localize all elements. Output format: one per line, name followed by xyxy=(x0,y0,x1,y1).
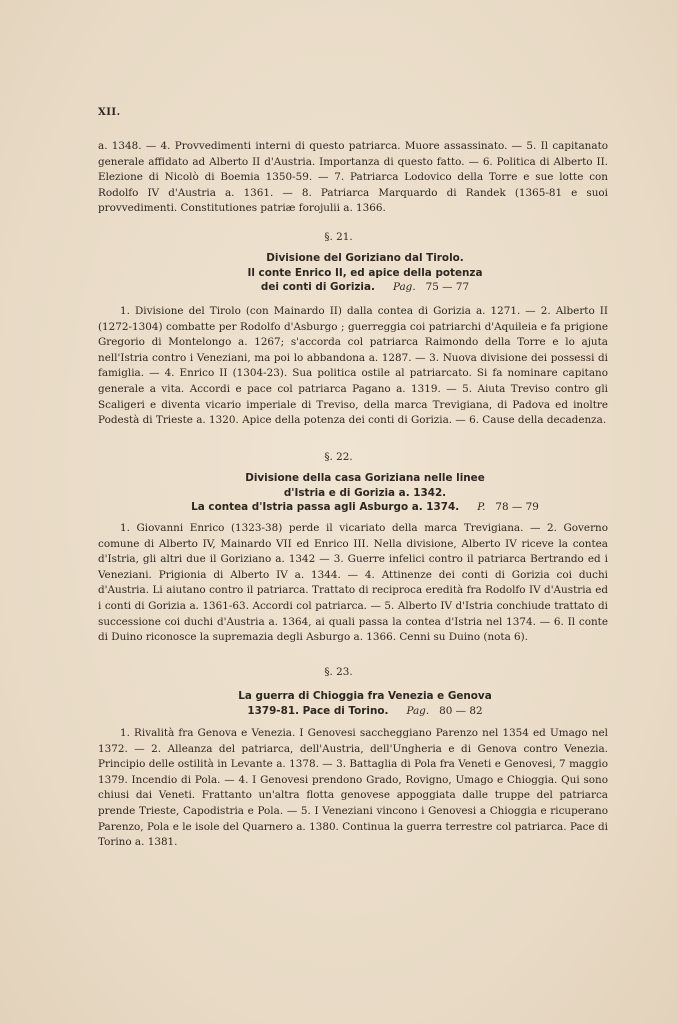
section-22-heading-line-1: Divisione della casa Goriziana nelle linee xyxy=(245,472,485,484)
section-22-heading-line-3: La contea d'Istria passa agli Asburgo a. 1374. xyxy=(191,501,460,513)
section-21-number: §. 21. xyxy=(324,231,353,243)
section-22-heading xyxy=(150,471,580,515)
page-folio: XII. xyxy=(98,107,121,118)
section-22-heading-line-3-wrap xyxy=(150,500,580,515)
section-23-heading xyxy=(150,689,580,718)
section-22-pages: 78 — 79 xyxy=(495,501,539,513)
section-21-heading-line-1: Divisione del Goriziano dal Tirolo. xyxy=(266,252,464,264)
section-21-heading-line-3-wrap xyxy=(150,280,580,295)
section-22-pag-label: P. xyxy=(477,501,486,513)
section-21-heading-line-2: Il conte Enrico II, ed apice della potenza xyxy=(247,266,483,279)
section-23-body: 1. Rivalità fra Genova e Venezia. I Genovesi saccheggiano Parenzo nel 1354 ed Umago nel 1372. — 2. Alleanza del patriarca, dell'Austria, dell'Ungheria e di Genova contro Venezia. Principio delle ostilità in Levante a. 1378. — 3. Battaglia di Pola fra Veneti e Genovesi, 7 maggio 1379. Incendio di Pola. — 4. I Genovesi prendono Grado, Rovigno, Umago e Chioggia. Qui sono chiusi dai Veneti. Frattanto un'altra flotta genovese appoggiata dalle truppe del patriarca prende Trieste, Capodistria e Pola. — 5. I Veneziani vincono i Genovesi a Chioggia e ricuperano Parenzo, Pola e le isole del Quarnero a. 1380. Continua la guerra terrestre col patriarca. Pace di Torino a. 1381. xyxy=(98,727,608,849)
section-22-body: 1. Giovanni Enrico (1323-38) perde il vicariato della marca Trevigiana. — 2. Governo comune di Alberto IV, Mainardo VII ed Enrico III. Nella divisione, Alberto IV riceve la contea d'Istria, gli altri due il Goriziano a. 1342 — 3. Guerre infelici contro il patriarca Bertrando ed i Veneziani. Prigionia di Alberto IV a. 1344. — 4. Attinenze dei conti di Gorizia coi duchi d'Austria. Li aiutano contro il patriarca. Trattato di reciproca eredità fra Rodolfo IV d'Austria ed i conti di Gorizia a. 1361-63. Accordi col patriarca. — 5. Alberto IV d'Istria conchiude trattato di successione coi duchi d'Austria a. 1364, ai quali passa la contea d'Istria nel 1374. — 6. Il conte di Duino riconosce la supremazia degli Asburgo a. 1366. Cenni su Duino (nota 6). xyxy=(98,522,608,644)
section-23-pages: 80 — 82 xyxy=(439,704,483,717)
section-23-heading-line-1: La guerra di Chioggia fra Venezia e Genova xyxy=(238,690,492,702)
section-21-heading xyxy=(150,251,580,295)
section-21-pag-label: Pag. xyxy=(392,281,416,293)
section-21-body: 1. Divisione del Tirolo (con Mainardo II) dalla contea di Gorizia a. 1271. — 2. Alberto II (1272-1304) combatte per Rodolfo d'Asburgo ; guerreggia coi patriarchi d'Aquileia e fa prigione Gregorio di Montelongo a. 1267; s'accorda col patriarca Raimondo della Torre e lo ajuta nell'Istria contro i Veneziani, ma poi lo abbandona a. 1287. — 3. Nuova divisione dei possessi di famiglia. — 4. Enrico II (1304-23). Sua politica ostile al patriarcato. Si fa nominare capitano generale a vita. Accordi e pace col patriarca Pagano a. 1319. — 5. Aiuta Treviso contro gli Scaligeri e diventa vicario imperiale di Treviso, della marca Trevigiana, di Padova ed inoltre Podestà di Trieste a. 1320. Apice della potenza dei conti di Gorizia. — 6. Cause della decadenza. xyxy=(98,305,608,427)
intro-paragraph: a. 1348. — 4. Provvedimenti interni di questo patriarca. Muore assassinato. — 5. Il capitanato generale affidato ad Alberto II d'Austria. Importanza di questo fatto. — 6. Politica di Alberto II. Elezione di Nicolò di Boemia 1350-59. — 7. Patriarca Lodovico della Torre e sue lotte con Rodolfo IV d'Austria a. 1361. — 8. Patriarca Marquardo di Randek (1365-81 e suoi provvedimenti. Constitutiones patriæ forojulii a. 1366. xyxy=(98,140,608,215)
section-23-heading-line-2-wrap xyxy=(150,704,580,719)
section-22-number: §. 22. xyxy=(324,451,353,463)
section-23-heading-line-2: 1379-81. Pace di Torino. xyxy=(247,704,389,717)
section-22-heading-line-2: d'Istria e di Gorizia a. 1342. xyxy=(283,486,447,499)
section-21-pages: 75 — 77 xyxy=(425,281,470,293)
section-23-pag-label: Pag. xyxy=(406,704,430,717)
section-21-heading-line-3: dei conti di Gorizia. xyxy=(260,281,375,293)
section-23-number: §. 23. xyxy=(324,666,353,678)
